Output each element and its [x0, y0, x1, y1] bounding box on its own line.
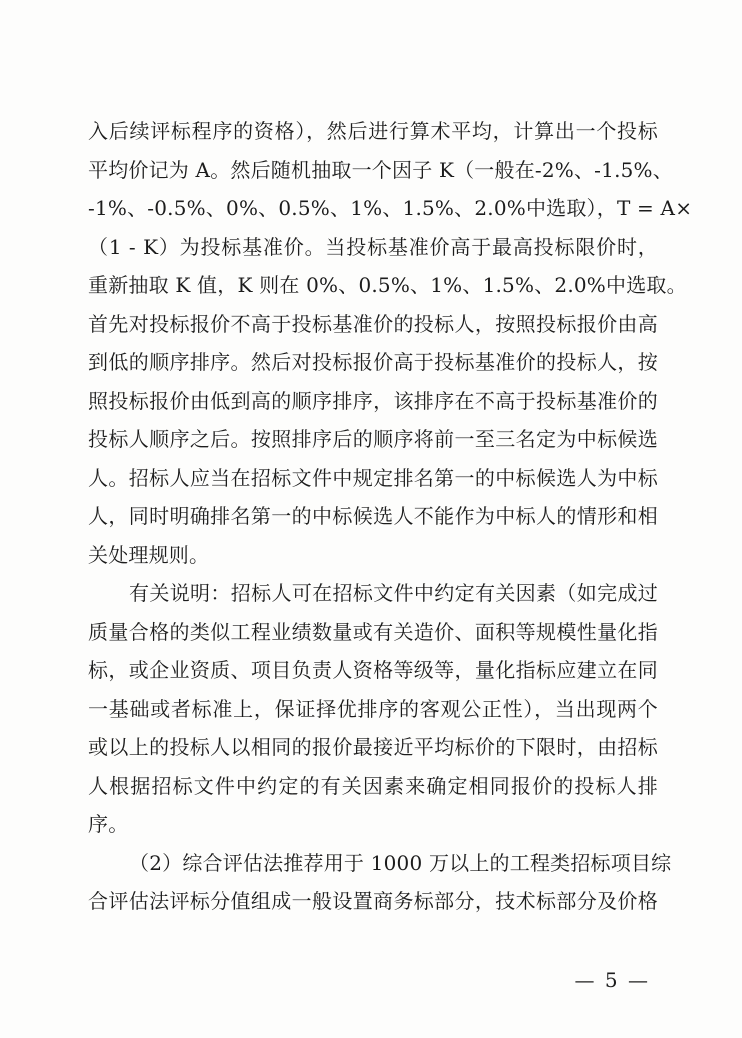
paragraph-first-line: （2）综合评估法推荐用于 1000 万以上的工程类招标项目综	[129, 850, 672, 875]
text-line: 标，或企业资质、项目负责人资格等级等，量化指标应建立在同	[88, 658, 658, 682]
text-line: 或以上的投标人以相同的报价最接近平均标价的下限时，由招标	[88, 735, 658, 759]
text-line: 重新抽取 K 值，K 则在 0%、0.5%、1%、1.5%、2.0%中选取。	[88, 273, 687, 297]
paragraph-end-line: 关处理规则。	[88, 542, 210, 567]
text-line: 人根据招标文件中约定的有关因素来确定相同报价的投标人排	[88, 773, 658, 798]
paragraph-first-line: 有关说明：招标人可在招标文件中约定有关因素（如完成过	[129, 581, 658, 605]
page-number: — 5 —	[574, 968, 650, 992]
text-line: 照投标报价由低到高的顺序排序，该排序在不高于投标基准价的	[88, 388, 658, 413]
text-line: 人，同时明确排名第一的中标候选人不能作为中标人的情形和相	[88, 504, 658, 528]
text-line: 平均价记为 A。然后随机抽取一个因子 K（一般在-2%、-1.5%、	[88, 157, 673, 182]
text-line: -1%、-0.5%、0%、0.5%、1%、1.5%、2.0%中选取），T = A×	[88, 196, 693, 220]
text-line: 人。招标人应当在招标文件中规定排名第一的中标候选人为中标	[88, 465, 658, 490]
text-line: 到低的顺序排序。然后对投标报价高于投标基准价的投标人，按	[88, 350, 658, 374]
paragraph-end-line: 序。	[88, 812, 129, 836]
text-line: 质量合格的类似工程业绩数量或有关造价、面积等规模性量化指	[88, 619, 658, 644]
text-line: 入后续评标程序的资格），然后进行算术平均，计算出一个投标	[88, 119, 658, 143]
text-line: 首先对投标报价不高于投标基准价的投标人，按照投标报价由高	[88, 311, 658, 336]
text-line: 合评估法评标分值组成一般设置商务标部分，技术标部分及价格	[88, 889, 658, 913]
text-line: （1 - K）为投标基准价。当投标基准价高于最高投标限价时，	[88, 234, 658, 259]
text-line: 一基础或者标准上，保证择优排序的客观公正性），当出现两个	[88, 696, 658, 721]
body-text	[88, 112, 693, 921]
text-line: 投标人顺序之后。按照排序后的顺序将前一至三名定为中标候选	[88, 427, 658, 451]
